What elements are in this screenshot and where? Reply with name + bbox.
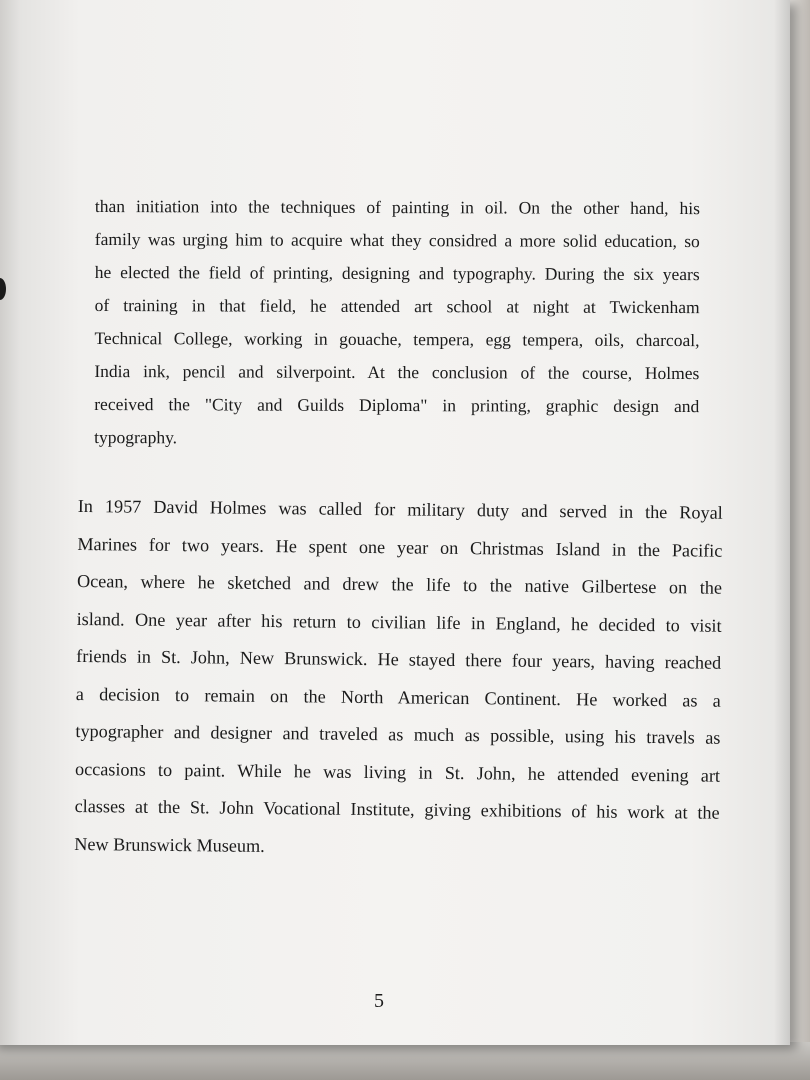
page-edge-shadow (774, 0, 790, 1045)
bottom-edge-surface (0, 1042, 810, 1080)
text-line: classes at the St. John Vocational Institute, giving exhibitions of his work at the (74, 795, 720, 823)
page-number: 5 (374, 990, 384, 1012)
text-line: New Brunswick Museum. (74, 833, 265, 856)
text-line: than initiation into the techniques of painting in oil. On the other hand, his (94, 195, 700, 219)
text-line: of training in that field, he attended art school at night at Twickenham (94, 294, 700, 318)
text-line: Technical College, working in gouache, tempera, egg tempera, oils, charcoal, (94, 327, 700, 351)
text-line: friends in St. John, New Brunswick. He stayed there four years, having reached (76, 645, 722, 673)
text-line: typographer and designer and traveled as much as possible, using his travels as (75, 720, 721, 748)
text-line: he elected the field of printing, designing and typography. During the six years (94, 261, 700, 285)
paragraph-1 (94, 190, 700, 456)
text-line: a decision to remain on the North American Continent. He worked as a (75, 683, 721, 711)
text-line: received the "City and Guilds Diploma" in printing, graphic design and (94, 393, 700, 417)
text-line: family was urging him to acquire what they considred a more solid education, so (94, 228, 700, 252)
text-line: In 1957 David Holmes was called for military duty and served in the Royal (77, 495, 723, 523)
text-line: typography. (94, 426, 178, 448)
text-line: island. One year after his return to civilian life in England, he decided to visit (76, 608, 722, 636)
text-line: Ocean, where he sketched and drew the life to the native Gilbertese on the (76, 570, 723, 598)
text-line: occasions to paint. While he was living in St. John, he attended evening art (74, 758, 721, 786)
text-line: Marines for two years. He spent one year on Christmas Island in the Pacific (77, 533, 723, 561)
paragraph-2 (74, 488, 723, 870)
text-line: India ink, pencil and silverpoint. At the conclusion of the course, Holmes (94, 360, 700, 384)
